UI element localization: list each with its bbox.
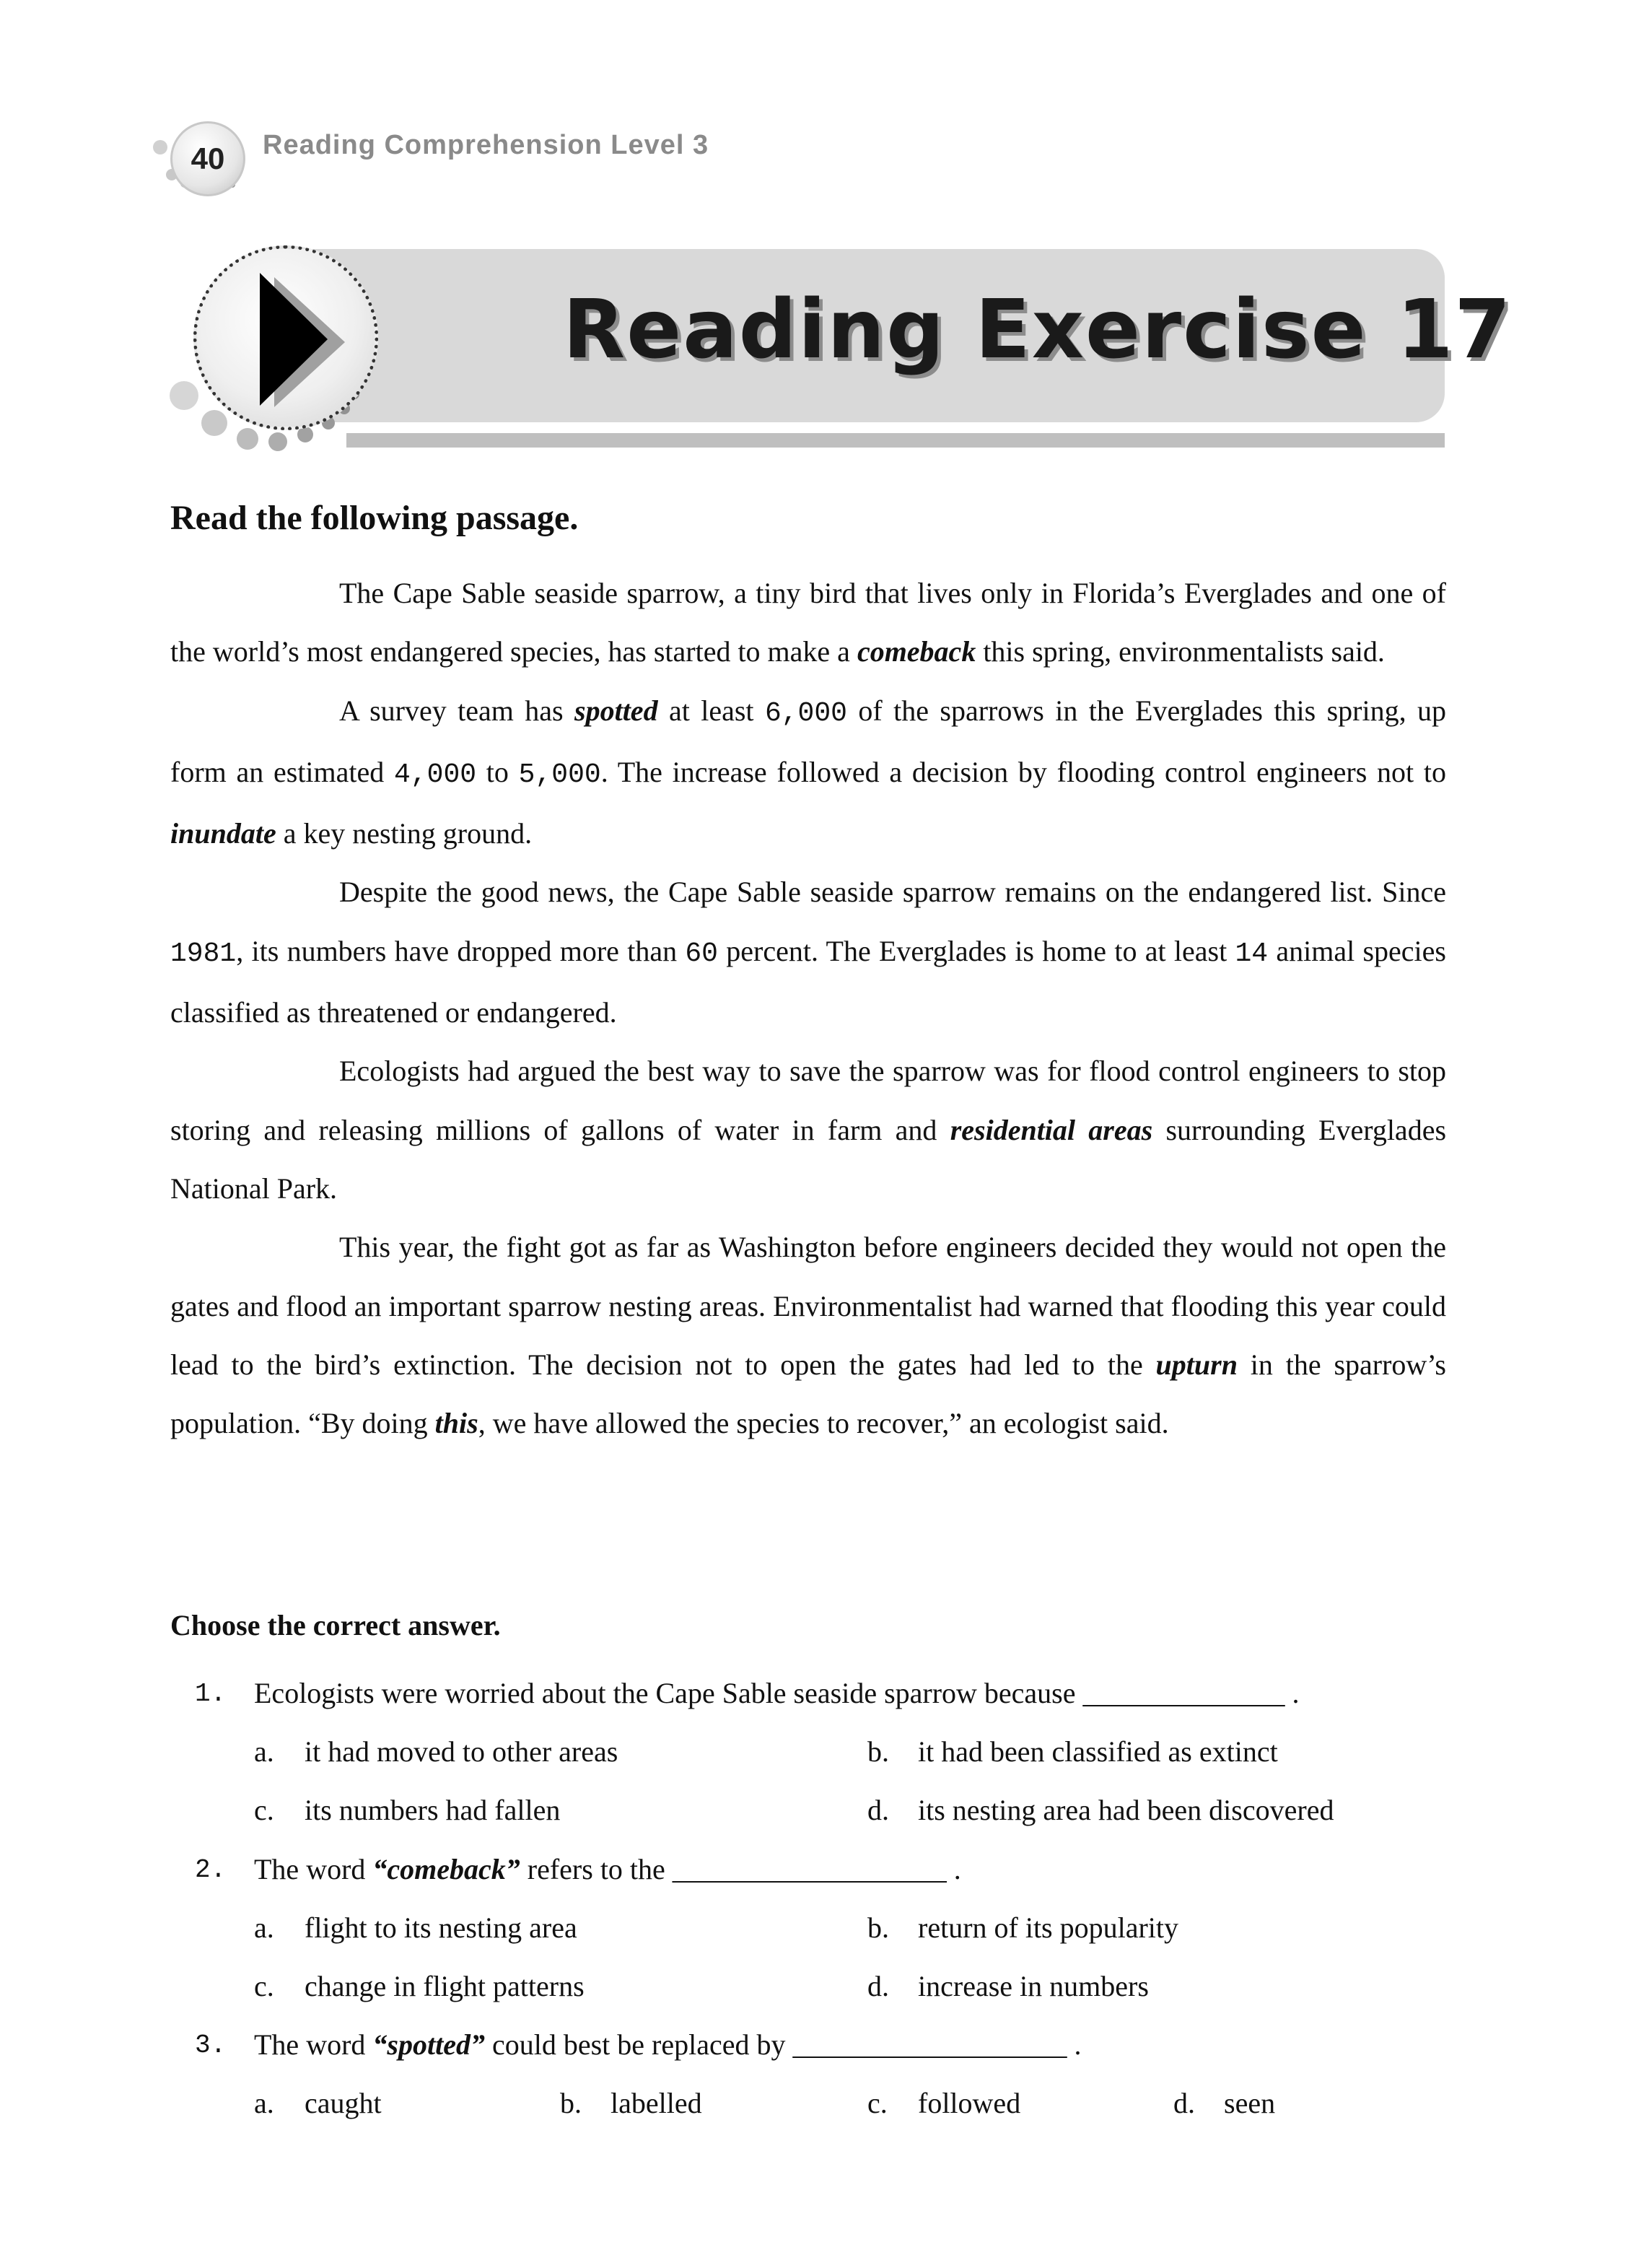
passage-text: percent. The Everglades is home to at least	[717, 934, 1235, 967]
option-b: b. labelled	[560, 2087, 702, 2119]
passage-paragraph	[170, 564, 1446, 681]
passage-text: to	[476, 755, 519, 788]
passage-text: in the sparrow’s population. “By doing	[170, 1348, 1447, 1440]
passage-text: . The increase followed a decision by flooding control engineers not to	[600, 755, 1446, 788]
option-d: d. its nesting area had been discovered	[867, 1794, 1334, 1826]
question-text: Ecologists were worried about the Cape Sable seaside sparrow because ______________ .	[254, 1677, 1300, 1709]
option-c: c. change in flight patterns	[254, 1970, 585, 2002]
question-keyword: “spotted”	[372, 2028, 485, 2061]
passage-text: of the sparrows in the Everglades this spring, up form an estimated	[170, 694, 1446, 788]
page-number: 40	[191, 141, 225, 175]
passage-text: This year, the fight got as far as Washington before engineers decided they would not open the gates and flood an important sparrow nesting areas. Environmentalist had warned that flooding this year could lead to the bird’s extinction. The decision not to open the gates had led to the	[170, 1231, 1446, 1381]
option-c: c. its numbers had fallen	[254, 1794, 561, 1826]
question-text: The word “comeback” refers to the ___________________ .	[254, 1853, 961, 1885]
passage-paragraph	[170, 863, 1446, 1042]
keyword: upturn	[1155, 1348, 1238, 1381]
question-number: 2.	[195, 1855, 227, 1885]
keyword: this	[434, 1407, 478, 1440]
option-d: d. increase in numbers	[867, 1970, 1149, 2002]
number: 5,000	[518, 759, 601, 790]
question-text: The word “spotted” could best be replaced by ___________________ .	[254, 2028, 1082, 2061]
option-a: a. it had moved to other areas	[254, 1735, 618, 1768]
passage-text: , its numbers have dropped more than	[236, 934, 686, 967]
keyword: spotted	[574, 694, 658, 727]
keyword: residential areas	[950, 1113, 1153, 1146]
keyword: comeback	[857, 635, 976, 668]
passage-text: Despite the good news, the Cape Sable seaside sparrow remains on the endangered list. Since	[339, 876, 1446, 909]
number: 1981	[170, 938, 237, 969]
title-banner-underline	[346, 433, 1445, 448]
passage-text: animal species classified as threatened or endangered.	[170, 934, 1446, 1029]
passage-text: , we have allowed the species to recover,” an ecologist said.	[478, 1407, 1169, 1440]
passage-text: surrounding Everglades National Park.	[170, 1113, 1447, 1205]
passage-paragraph	[170, 681, 1446, 863]
number: 60	[685, 938, 718, 969]
option-b: b. it had been classified as extinct	[867, 1735, 1278, 1768]
passage-text: at least	[657, 694, 765, 727]
book-title: Reading Comprehension Level 3	[263, 130, 709, 160]
option-a: a. caught	[254, 2087, 382, 2119]
option-b: b. return of its popularity	[867, 1911, 1179, 1944]
passage-text: a key nesting ground.	[276, 817, 533, 850]
instructions: Read the following passage.	[170, 499, 579, 537]
passage-text: this spring, environmentalists said.	[976, 635, 1385, 668]
passage-text: Ecologists had argued the best way to save the sparrow was for flood control engineers to stop storing and releasing millions of gallons of water in farm and	[170, 1055, 1446, 1146]
questions-heading: Choose the correct answer.	[170, 1609, 501, 1641]
option-c: c. followed	[867, 2087, 1021, 2119]
option-d: d. seen	[1173, 2087, 1276, 2119]
reading-passage	[170, 564, 1446, 1452]
question-number: 1.	[195, 1679, 227, 1709]
passage-text: A survey team has	[339, 694, 575, 727]
passage-paragraph	[170, 1042, 1446, 1218]
option-a: a. flight to its nesting area	[254, 1911, 577, 1944]
passage-text: The Cape Sable seaside sparrow, a tiny bird that lives only in Florida’s Everglades and one of the world’s most endangered species, has started to make a	[170, 577, 1446, 668]
exercise-title: Reading Exercise 17	[563, 283, 1513, 377]
play-arrow-icon	[253, 273, 354, 417]
number: 6,000	[764, 697, 847, 729]
question-keyword: “comeback”	[372, 1853, 520, 1885]
passage-paragraph	[170, 1218, 1446, 1452]
number: 4,000	[394, 759, 477, 790]
number: 14	[1235, 938, 1269, 969]
question-number: 3.	[195, 2031, 227, 2060]
keyword: inundate	[170, 817, 276, 850]
